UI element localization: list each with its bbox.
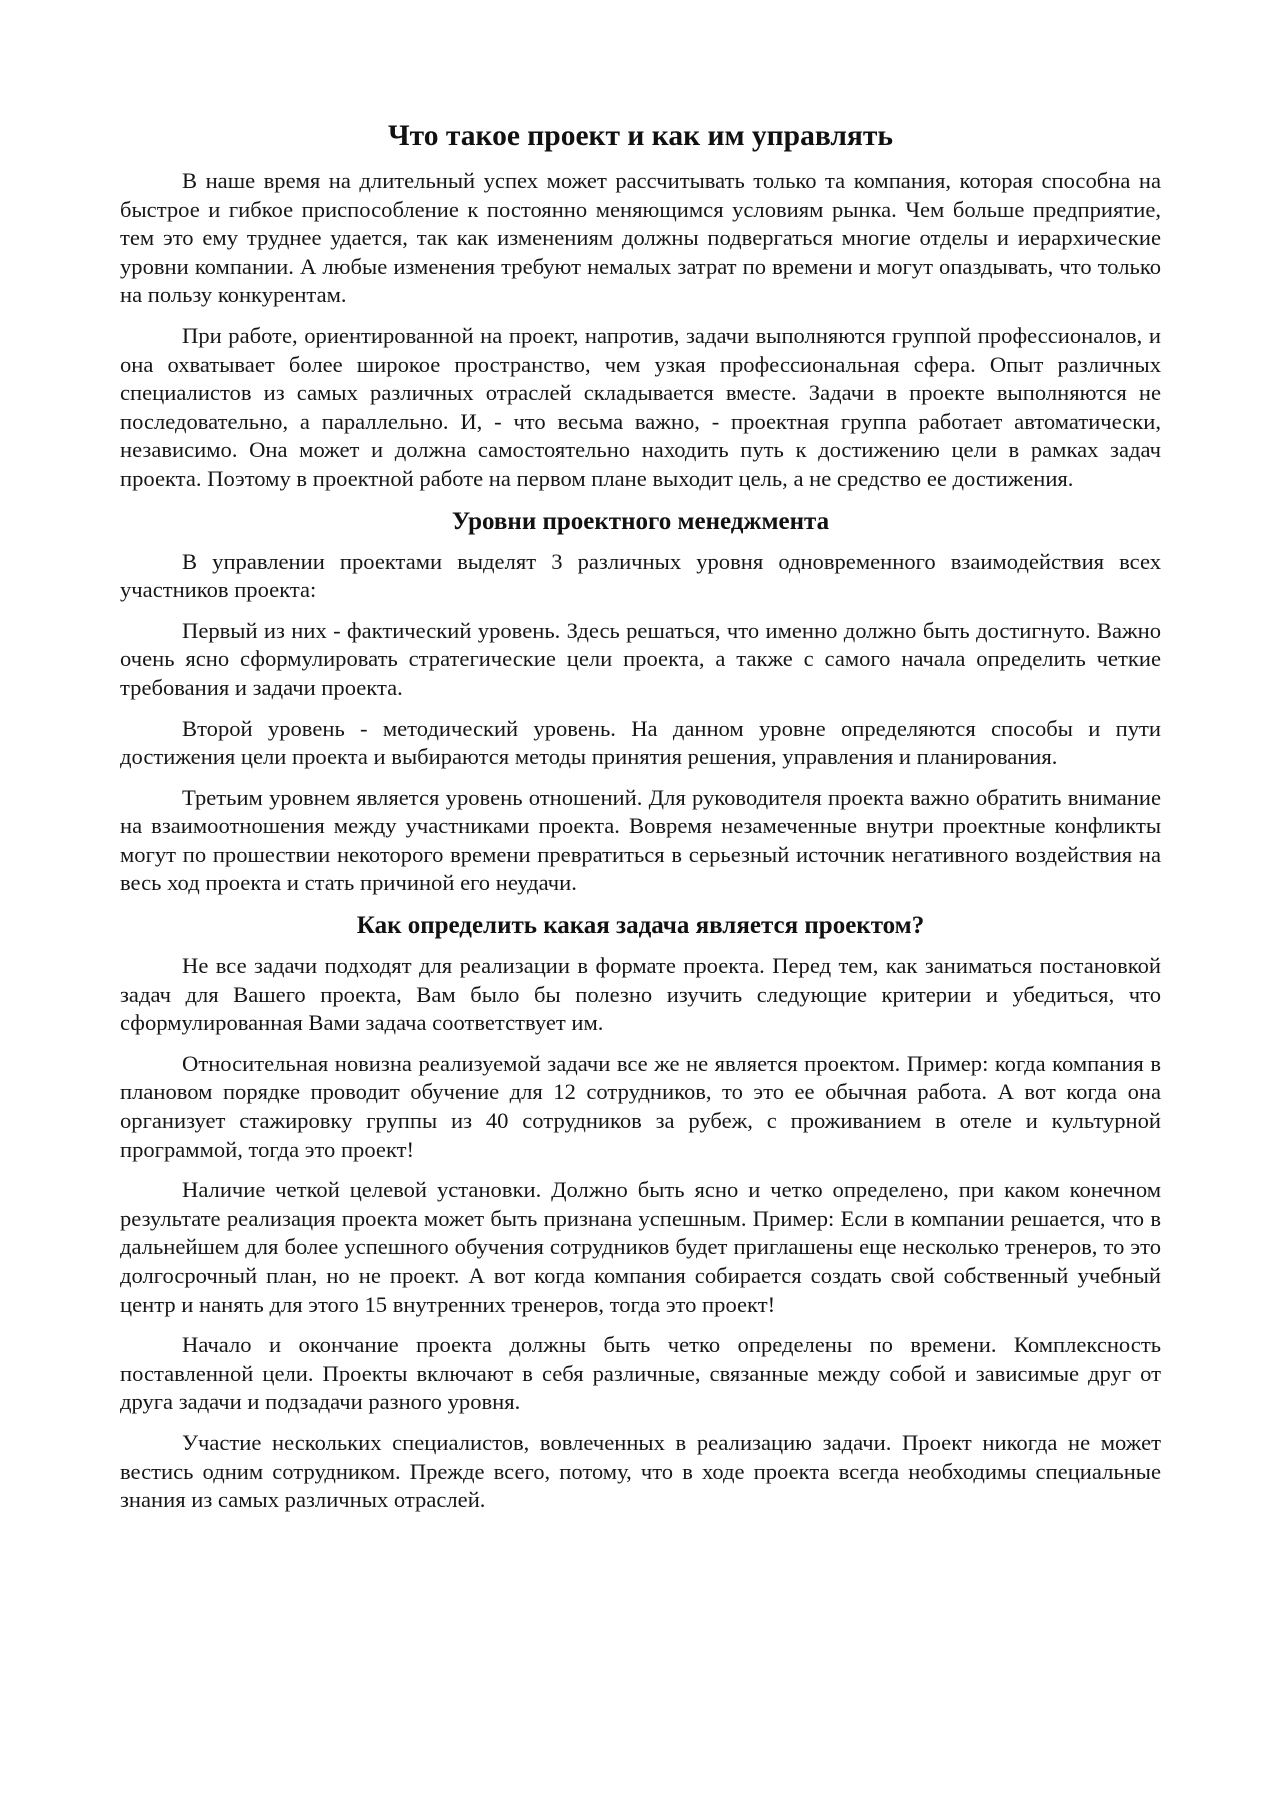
intro-paragraph: При работе, ориентированной на проект, напротив, задачи выполняются группой профессионалов, и она охватывает более широкое пространство, чем узкая профессиональная сфера. Опыт различных специалистов из самых различных отраслей складывается вместе. Задачи в проекте выполняются не последовательно, а параллельно. И, - что весьма важно, - проектная группа работает автоматически, независимо. Она может и должна самостоятельно находить путь к достижению цели в рамках задач проекта. Поэтому в проектной работе на первом плане выходит цель, а не средство ее достижения. [120, 322, 1161, 491]
task-paragraph: Наличие четкой целевой установки. Должно быть ясно и четко определено, при каком конечном результате реализация проекта может быть признана успешным. Пример: Если в компании решается, что в дальнейшем для более успешного обучения сотрудников будет приглашены еще несколько тренеров, то это долгосрочный план, но не проект. А вот когда компания собирается создать свой собственный учебный центр и нанять для этого 15 внутренних тренеров, тогда это проект! [120, 1177, 1161, 1317]
levels-paragraph: Первый из них - фактический уровень. Здесь решаться, что именно должно быть достигнуто. Важно очень ясно сформулировать стратегические цели проекта, а также с самого начала определить четкие требования и задачи проекта. [120, 617, 1161, 700]
levels-paragraph: Второй уровень - методический уровень. На данном уровне определяются способы и пути достижения цели проекта и выбираются методы принятия решения, управления и планирования. [120, 715, 1161, 770]
intro-paragraph: В наше время на длительный успех может рассчитывать только та компания, которая способна на быстрое и гибкое приспособление к постоянно меняющимся условиям рынка. Чем больше предприятие, тем это ему труднее удается, так как изменениям должны подвергаться многие отделы и иерархические уровни компании. А любые изменения требуют немалых затрат по времени и могут опаздывать, что только на пользу конкурентам. [120, 168, 1161, 308]
task-paragraph: Не все задачи подходят для реализации в формате проекта. Перед тем, как заниматься постановкой задач для Вашего проекта, Вам было бы полезно изучить следующие критерии и убедиться, что сформулированная Вами задача соответствует им. [120, 953, 1161, 1036]
section-heading-levels: Уровни проектного менеджмента [451, 507, 830, 535]
task-paragraph: Участие нескольких специалистов, вовлеченных в реализацию задачи. Проект никогда не может вестись одним сотрудником. Прежде всего, потому, что в ходе проекта всегда необходимы специальные знания из самых различных отраслей. [120, 1429, 1161, 1513]
document-page [120, 118, 1161, 1527]
task-paragraph: Относительная новизна реализуемой задачи все же не является проектом. Пример: когда компания в плановом порядке проводит обучение для 12 сотрудников, то это ее обычная работа. А вот когда она организует стажировку группы из 40 сотрудников за рубеж, с проживанием в отеле и культурной программой, тогда это проект! [120, 1050, 1161, 1162]
levels-paragraph: Третьим уровнем является уровень отношений. Для руководителя проекта важно обратить внимание на взаимоотношения между участниками проекта. Вовремя незамеченные внутри проектные конфликты могут по прошествии некоторого времени превратиться в серьезный источник негативного воздействия на весь ход проекта и стать причиной его неудачи. [120, 784, 1161, 896]
section-heading-task: Как определить какая задача является проектом? [356, 912, 925, 940]
task-paragraph: Начало и окончание проекта должны быть четко определены по времени. Комплексность поставленной цели. Проекты включают в себя различные, связанные между собой и зависимые друг от друга задачи и подзадачи разного уровня. [120, 1332, 1161, 1415]
page-title: Что такое проект и как им управлять [388, 120, 893, 152]
levels-paragraph: В управлении проектами выделят 3 различных уровня одновременного взаимодействия всех участников проекта: [120, 548, 1161, 603]
